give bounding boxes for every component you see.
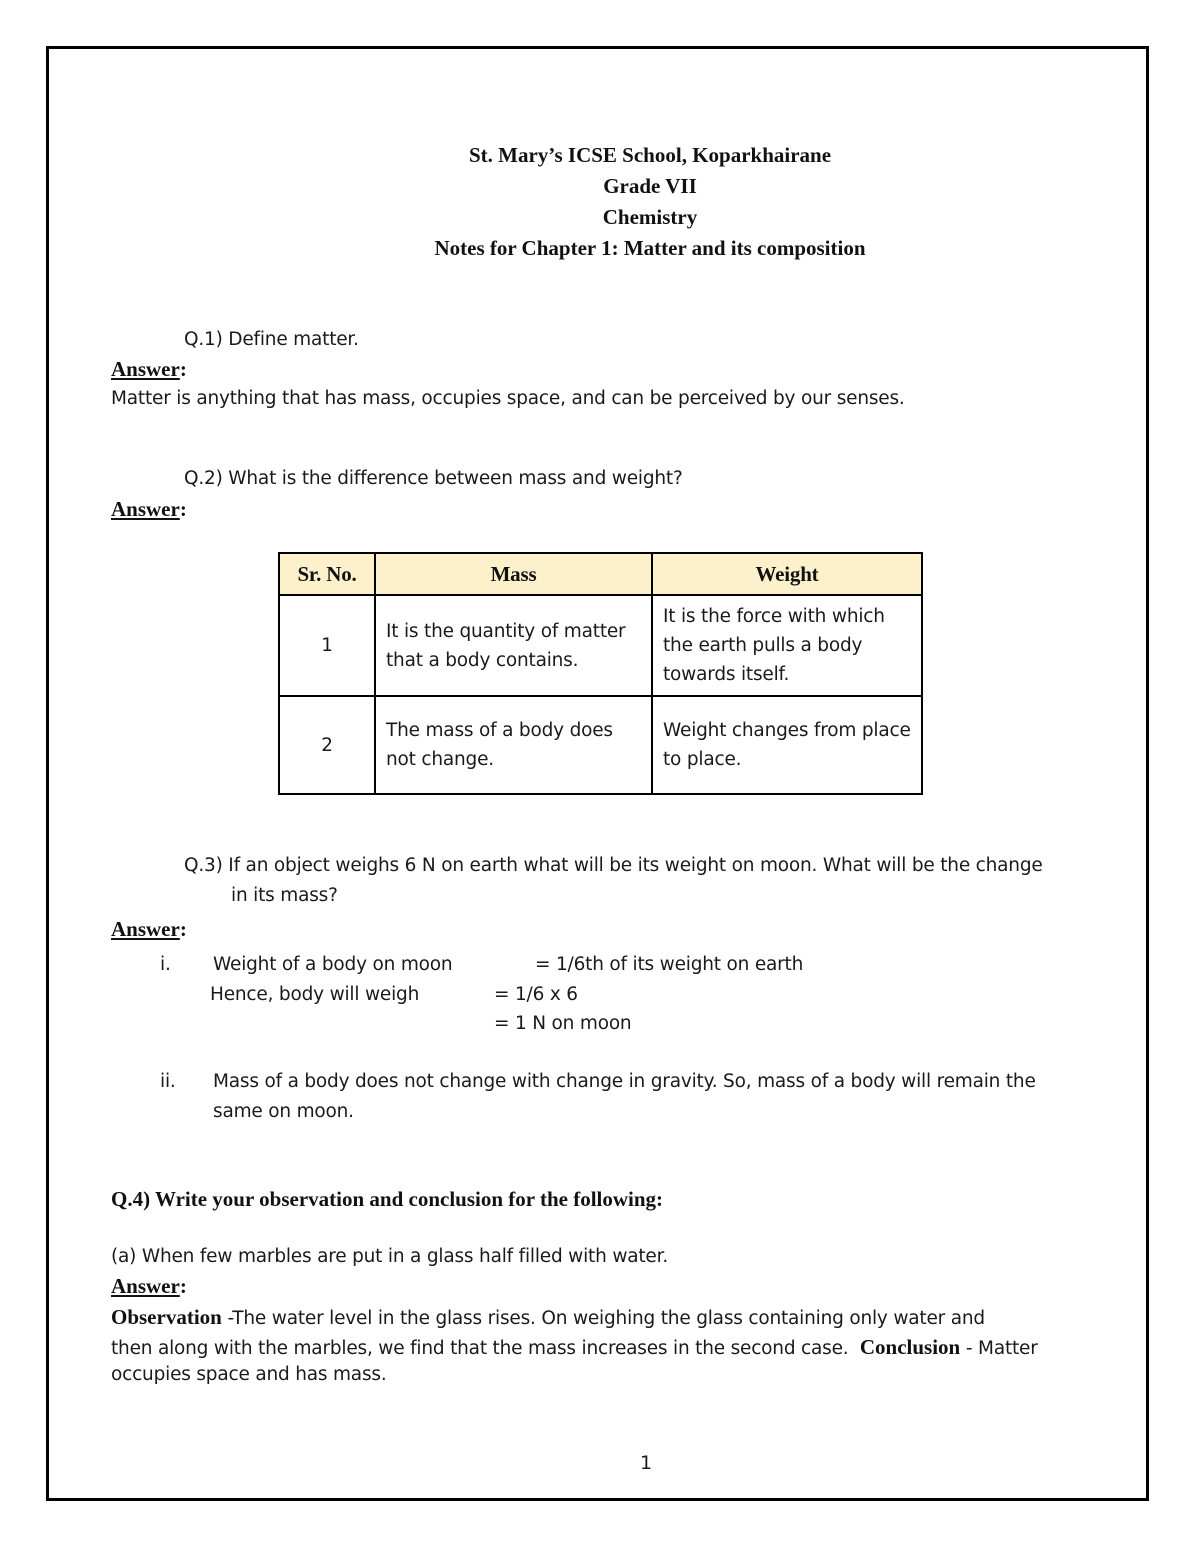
q3-item2-line2: same on moon. (213, 1101, 354, 1122)
observation-text-1: -The water level in the glass rises. On weighing the glass containing only water and (221, 1308, 985, 1329)
q4-observation-line1 (111, 1305, 985, 1330)
q4-observation-line3: occupies space and has mass. (111, 1364, 387, 1385)
q3-question-line2: in its mass? (231, 885, 338, 906)
answer-label: Answer (111, 1274, 180, 1298)
chapter-title: Notes for Chapter 1: Matter and its composition (434, 236, 866, 260)
q4-part-a: (a) When few marbles are put in a glass half filled with water. (111, 1246, 669, 1267)
cell-sr: 2 (279, 696, 375, 794)
cell-weight: It is the force with which the earth pulls a body towards itself. (652, 595, 922, 696)
page-number: 1 (640, 1452, 653, 1474)
q3-item1-line2-right: = 1/6 x 6 (494, 984, 578, 1005)
cell-mass: The mass of a body does not change. (375, 696, 652, 794)
q2-answer-label (111, 497, 187, 522)
grade-title: Grade VII (603, 174, 697, 198)
header-weight: Weight (652, 553, 922, 595)
answer-colon: : (179, 497, 187, 521)
q3-item2-line1: Mass of a body does not change with change in gravity. So, mass of a body will remain the (213, 1071, 1036, 1092)
q3-question-line1: Q.3) If an object weighs 6 N on earth what will be its weight on moon. What will be the change (184, 855, 1043, 876)
cell-weight: Weight changes from place to place. (652, 696, 922, 794)
answer-colon: : (179, 357, 187, 381)
q3-answer-label (111, 917, 187, 942)
q3-item1-line1-right: = 1/6th of its weight on earth (535, 954, 804, 975)
header-mass: Mass (375, 553, 652, 595)
q2-question: Q.2) What is the difference between mass and weight? (184, 468, 683, 489)
header-sr-no: Sr. No. (279, 553, 375, 595)
q4-question: Q.4) Write your observation and conclusion for the following: (111, 1187, 664, 1211)
answer-colon: : (179, 917, 187, 941)
q4-answer-label (111, 1274, 187, 1299)
q1-answer: Matter is anything that has mass, occupies space, and can be perceived by our senses. (111, 388, 905, 409)
observation-label: Observation (111, 1305, 222, 1329)
table-header-row (279, 553, 922, 595)
q3-item1-line2-left: Hence, body will weigh (210, 984, 420, 1005)
cell-mass: It is the quantity of matter that a body contains. (375, 595, 652, 696)
q3-item1-line3-right: = 1 N on moon (494, 1013, 632, 1034)
answer-label: Answer (111, 497, 180, 521)
q3-item1-line1-left: Weight of a body on moon (213, 954, 453, 975)
conclusion-text: - Matter (960, 1338, 1038, 1359)
answer-colon: : (179, 1274, 187, 1298)
q1-answer-label (111, 357, 187, 382)
cell-sr: 1 (279, 595, 375, 696)
school-name: St. Mary’s ICSE School, Koparkhairane (468, 143, 832, 167)
table-row (279, 696, 922, 794)
observation-text-2: then along with the marbles, we find that the mass increases in the second case. (111, 1338, 849, 1359)
answer-label: Answer (111, 357, 180, 381)
q4-observation-line2 (111, 1335, 1038, 1360)
q3-item2-marker: ii. (160, 1071, 176, 1092)
q1-question: Q.1) Define matter. (184, 329, 359, 350)
q3-item1-marker: i. (160, 954, 171, 975)
mass-weight-table (278, 552, 923, 795)
table-row (279, 595, 922, 696)
conclusion-label: Conclusion (859, 1335, 961, 1359)
subject-title: Chemistry (602, 205, 698, 229)
answer-label: Answer (111, 917, 180, 941)
